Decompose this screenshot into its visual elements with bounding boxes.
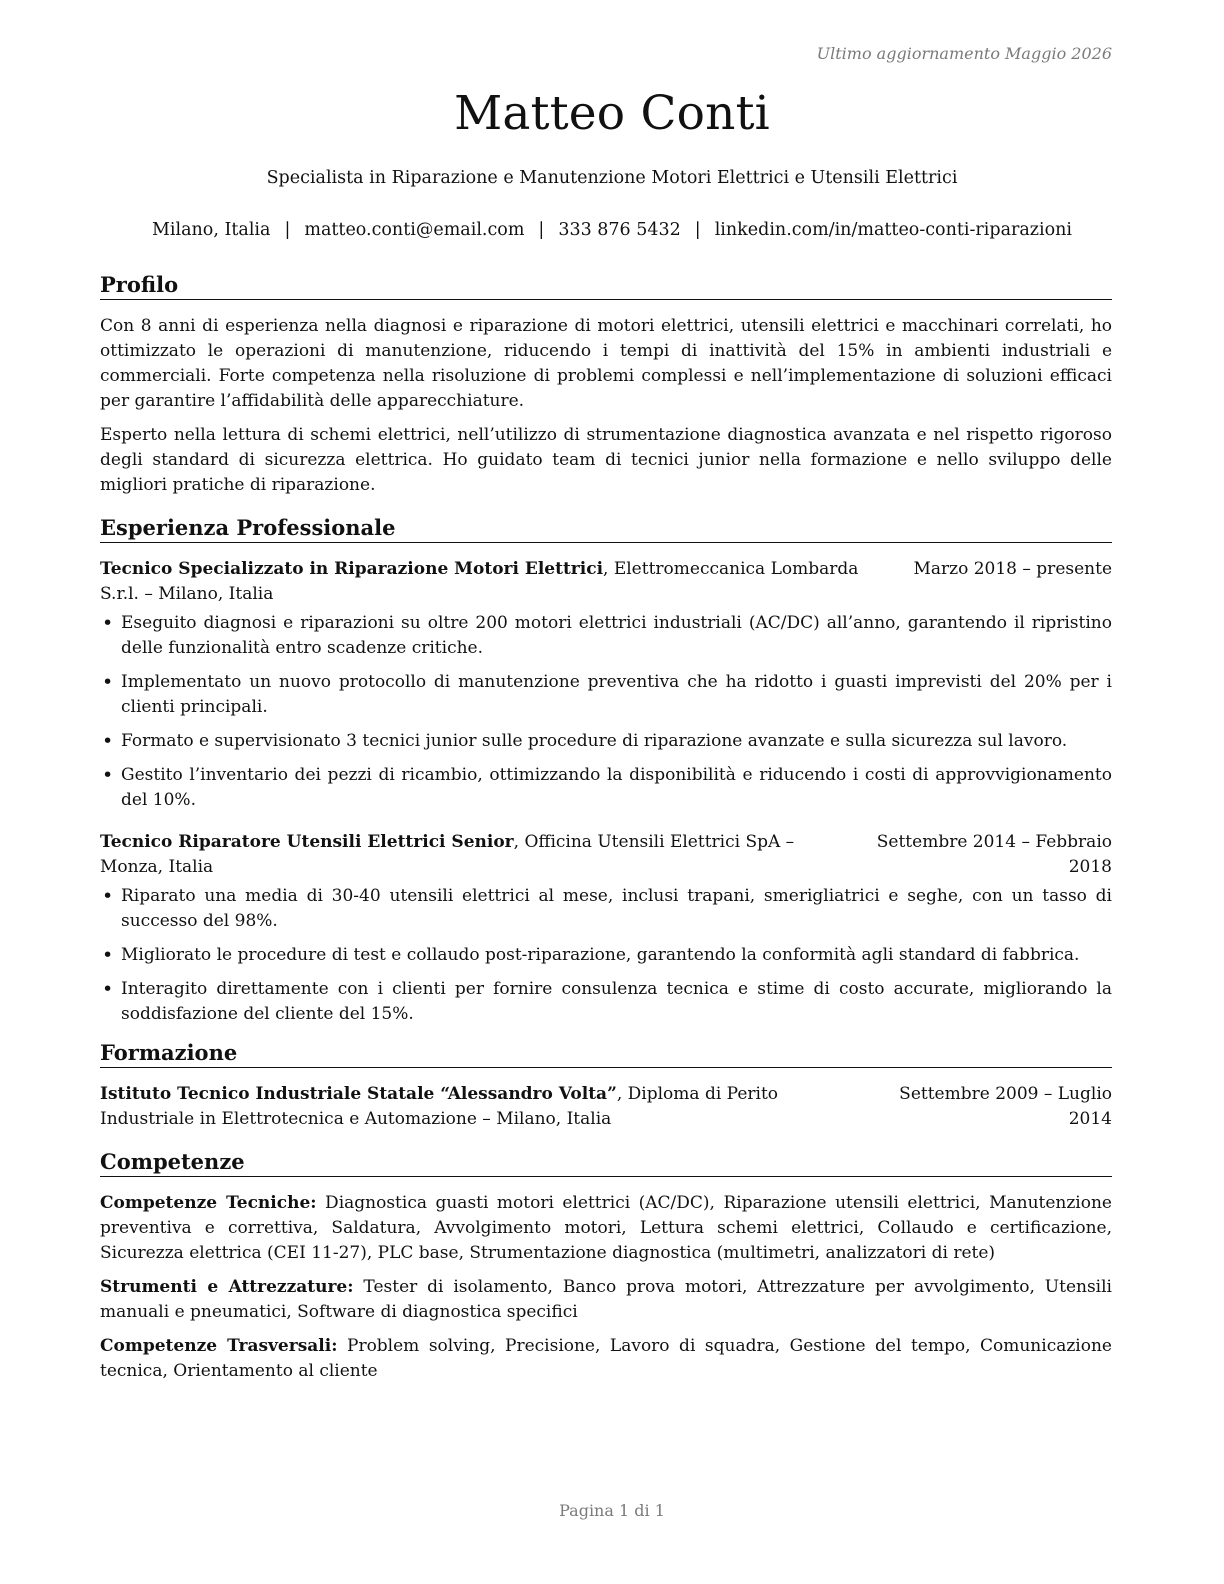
skill-label: Competenze Tecniche: [100, 1193, 317, 1213]
education-header [100, 1082, 1112, 1132]
skill-label: Strumenti e Attrezzature: [100, 1277, 354, 1297]
job-bullets [100, 884, 1112, 1027]
job-dates: Marzo 2018 – presente [913, 559, 1112, 579]
profile-section [100, 314, 1112, 498]
list-item: • Formato e supervisionato 3 tecnici junior sulle procedure di riparazione avanzate e sulla sicurezza sul lavoro. [100, 729, 1112, 754]
updated-date: Ultimo aggiornamento Maggio 2026 [816, 44, 1112, 63]
section-title-experience: Esperienza Professionale [100, 515, 1112, 543]
job-company: , Elettromeccanica Lombarda S.r.l. – Milano, Italia [100, 559, 859, 604]
list-item: • Implementato un nuovo protocollo di manutenzione preventiva che ha ridotto i guasti imprevisti del 20% per i clienti principali. [100, 670, 1112, 720]
contact-linkedin[interactable]: linkedin.com/in/matteo-conti-riparazioni [714, 220, 1073, 240]
job-title-line [100, 830, 828, 880]
profile-paragraph: Con 8 anni di esperienza nella diagnosi e riparazione di motori elettrici, utensili elettrici e macchinari correlati, ho ottimizzato le operazioni di manutenzione, riducendo i tempi di inattività del 15% in ambienti industriali e commerciali. Forte competenza nella risoluzione di problemi complessi e nell’implementazione di soluzioni efficaci per garantire l’affidabilità delle apparecchiature. [100, 316, 1112, 411]
education-dates: Settembre 2009 – Luglio 2014 [899, 1084, 1112, 1129]
job-header [100, 557, 1112, 607]
contact-location: Milano, Italia [151, 220, 271, 240]
skill-text: Tester di isolamento, Banco prova motori, Attrezzature per avvolgimento, Utensili manuali e pneumatici, Software di diagnostica specifici [100, 1277, 1112, 1322]
education-title-line [100, 1082, 858, 1132]
section-title-education: Formazione [100, 1040, 1112, 1068]
job-entry [100, 830, 1112, 1036]
job-entry [100, 557, 1112, 822]
education-degree: , Diploma di Perito Industriale in Elettrotecnica e Automazione – Milano, Italia [100, 1084, 779, 1129]
candidate-subtitle: Specialista in Riparazione e Manutenzione Motori Elettrici e Utensili Elettrici [266, 168, 958, 188]
page-number: Pagina 1 di 1 [559, 1501, 665, 1520]
contact-line [0, 220, 1224, 240]
skill-label: Competenze Trasversali: [100, 1336, 338, 1356]
education-school: Istituto Tecnico Industriale Statale “Alessandro Volta” [100, 1084, 617, 1104]
contact-phone[interactable]: 333 876 5432 [558, 220, 681, 240]
job-bullets [100, 611, 1112, 813]
profile-paragraph: Esperto nella lettura di schemi elettrici, nell’utilizzo di strumentazione diagnostica avanzata e nel rispetto rigoroso degli standard di sicurezza elettrica. Ho guidato team di tecnici junior nella formazione e nello sviluppo delle migliori pratiche di riparazione. [100, 425, 1112, 495]
section-title-profile: Profilo [100, 272, 1112, 300]
contact-separator: | [284, 220, 291, 240]
contact-email[interactable]: matteo.conti@email.com [304, 220, 525, 240]
skill-text: Diagnostica guasti motori elettrici (AC/DC), Riparazione utensili elettrici, Manutenzione preventiva e correttiva, Saldatura, Avvolgimento motori, Lettura schemi elettrici, Collaudo e certificazione, Sicurezza elettrica (CEI 11-27), PLC base, Strumentazione diagnostica (multimetri, analizzatori di rete) [100, 1193, 1112, 1263]
skills-section [100, 1191, 1112, 1393]
list-item: • Riparato una media di 30-40 utensili elettrici al mese, inclusi trapani, smerigliatrici e seghe, con un tasso di successo del 98%. [100, 884, 1112, 934]
skill-group [100, 1334, 1112, 1384]
list-item: • Gestito l’inventario dei pezzi di ricambio, ottimizzando la disponibilità e riducendo i costi di approvvigionamento del 10%. [100, 763, 1112, 813]
candidate-name: Matteo Conti [454, 86, 770, 141]
contact-separator: | [694, 220, 701, 240]
job-dates: Settembre 2014 – Febbraio 2018 [876, 832, 1112, 877]
job-role: Tecnico Riparatore Utensili Elettrici Senior [100, 832, 514, 852]
list-item: • Interagito direttamente con i clienti per fornire consulenza tecnica e stime di costo accurate, migliorando la soddisfazione del cliente del 15%. [100, 977, 1112, 1027]
contact-separator: | [538, 220, 545, 240]
skill-text: Problem solving, Precisione, Lavoro di squadra, Gestione del tempo, Comunicazione tecnica, Orientamento al cliente [100, 1336, 1112, 1381]
section-title-skills: Competenze [100, 1149, 1112, 1177]
skill-group [100, 1191, 1112, 1266]
job-company: , Officina Utensili Elettrici SpA – Monza, Italia [100, 832, 795, 877]
list-item: • Migliorato le procedure di test e collaudo post-riparazione, garantendo la conformità agli standard di fabbrica. [100, 943, 1112, 968]
list-item: • Eseguito diagnosi e riparazioni su oltre 200 motori elettrici industriali (AC/DC) all’anno, garantendo il ripristino delle funzionalità entro scadenze critiche. [100, 611, 1112, 661]
job-role: Tecnico Specializzato in Riparazione Motori Elettrici [100, 559, 604, 579]
job-title-line [100, 557, 889, 607]
job-header [100, 830, 1112, 880]
skill-group [100, 1275, 1112, 1325]
education-entry [100, 1082, 1112, 1132]
